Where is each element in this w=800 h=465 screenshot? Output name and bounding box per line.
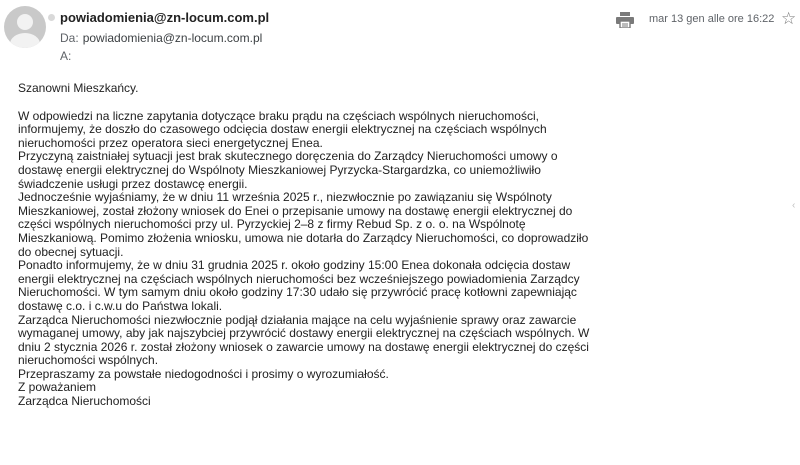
star-icon[interactable]: ☆ xyxy=(781,9,797,28)
greeting: Szanowni Mieszkańcy. xyxy=(18,81,139,95)
signature: Zarządca Nieruchomości xyxy=(18,394,151,409)
paragraph: Przyczyną zaistniałej sytuacji jest brak skutecznego doręczenia do Zarządcy Nieruchomości umowy o dostawę energii elektrycznej do Wspólnoty Mieszkaniowej Pyrzycka-Stargardzka, co uniemożliwiło świadczenie usługi przez dostawcę energii. xyxy=(18,149,558,191)
avatar-shoulders-shape xyxy=(10,33,40,48)
recipient-row xyxy=(60,49,71,63)
sender-address[interactable]: powiadomienia@zn-locum.com.pl xyxy=(60,10,270,25)
paragraph: W odpowiedzi na liczne zapytania dotyczące braku prądu na częściach wspólnych nieruchomości, informujemy, że doszło do czasowego odcięcia dostaw energii elektrycznej na częściach wspólnych nieruchomości przez operatora sieci energetycznej Enea. xyxy=(18,108,547,150)
avatar-head-shape xyxy=(17,14,33,30)
recipient-label: A: xyxy=(60,49,72,63)
printer-icon[interactable] xyxy=(616,12,634,28)
closing: Z poważaniem xyxy=(18,380,97,395)
email-body xyxy=(18,82,603,409)
paragraph: Ponadto informujemy, że w dniu 31 grudnia 2025 r. około godziny 15:00 Enea dokonała odcięcia dostaw energii elektrycznej na częściach wspólnych nieruchomości bez wcześniejszego powiadomienia Zarządcy Nieruchomości. W tym samym dniu około godziny 17:30 udało się przywrócić pracę kotłowni zapewniając dostawę c.o. i c.w.u do Państwa lokali. xyxy=(18,258,580,313)
to-value[interactable]: powiadomienia@zn-locum.com.pl xyxy=(82,31,263,45)
paragraph: Zarządca Nieruchomości niezwłocznie podjął działania mające na celu wyjaśnienie sprawy oraz zawarcie wymaganej umowy, aby jak najszybciej przywrócić dostawy energii elektrycznej na częściach wspólnych. W dniu 2 stycznia 2026 r. został złożony wniosek o zawarcie umowy na dostawę energii elektrycznej do części nieruchomości wspólnych. xyxy=(18,312,590,368)
status-dot xyxy=(48,14,55,21)
paragraph: Przepraszamy za powstałe niedogodności i prosimy o wyrozumiałość. xyxy=(18,366,389,381)
email-header xyxy=(0,0,800,68)
avatar[interactable] xyxy=(4,6,46,48)
to-row xyxy=(60,31,262,45)
email-date: mar 13 gen alle ore 16:22 xyxy=(649,13,775,25)
paragraph: Jednocześnie wyjaśniamy, że w dniu 11 września 2025 r., niezwłocznie po zawiązaniu się Wspólnoty Mieszkaniowej, został złożony wniosek do Enei o przepisanie umowy na dostawę energii elektrycznej do części wspólnych nieruchomości przy ul. Pyrzyckiej 2–8 z firmy Rebud Sp. z o. o. na Wspólnotę Mieszkaniową. Pomimo złożenia wniosku, umowa nie dotarła do Zarządcy Nieruchomości, co doprowadziło do obecnej sytuacji. xyxy=(18,190,589,259)
to-label: Da: xyxy=(60,31,79,45)
scroll-handle[interactable]: ‹ xyxy=(792,200,796,211)
